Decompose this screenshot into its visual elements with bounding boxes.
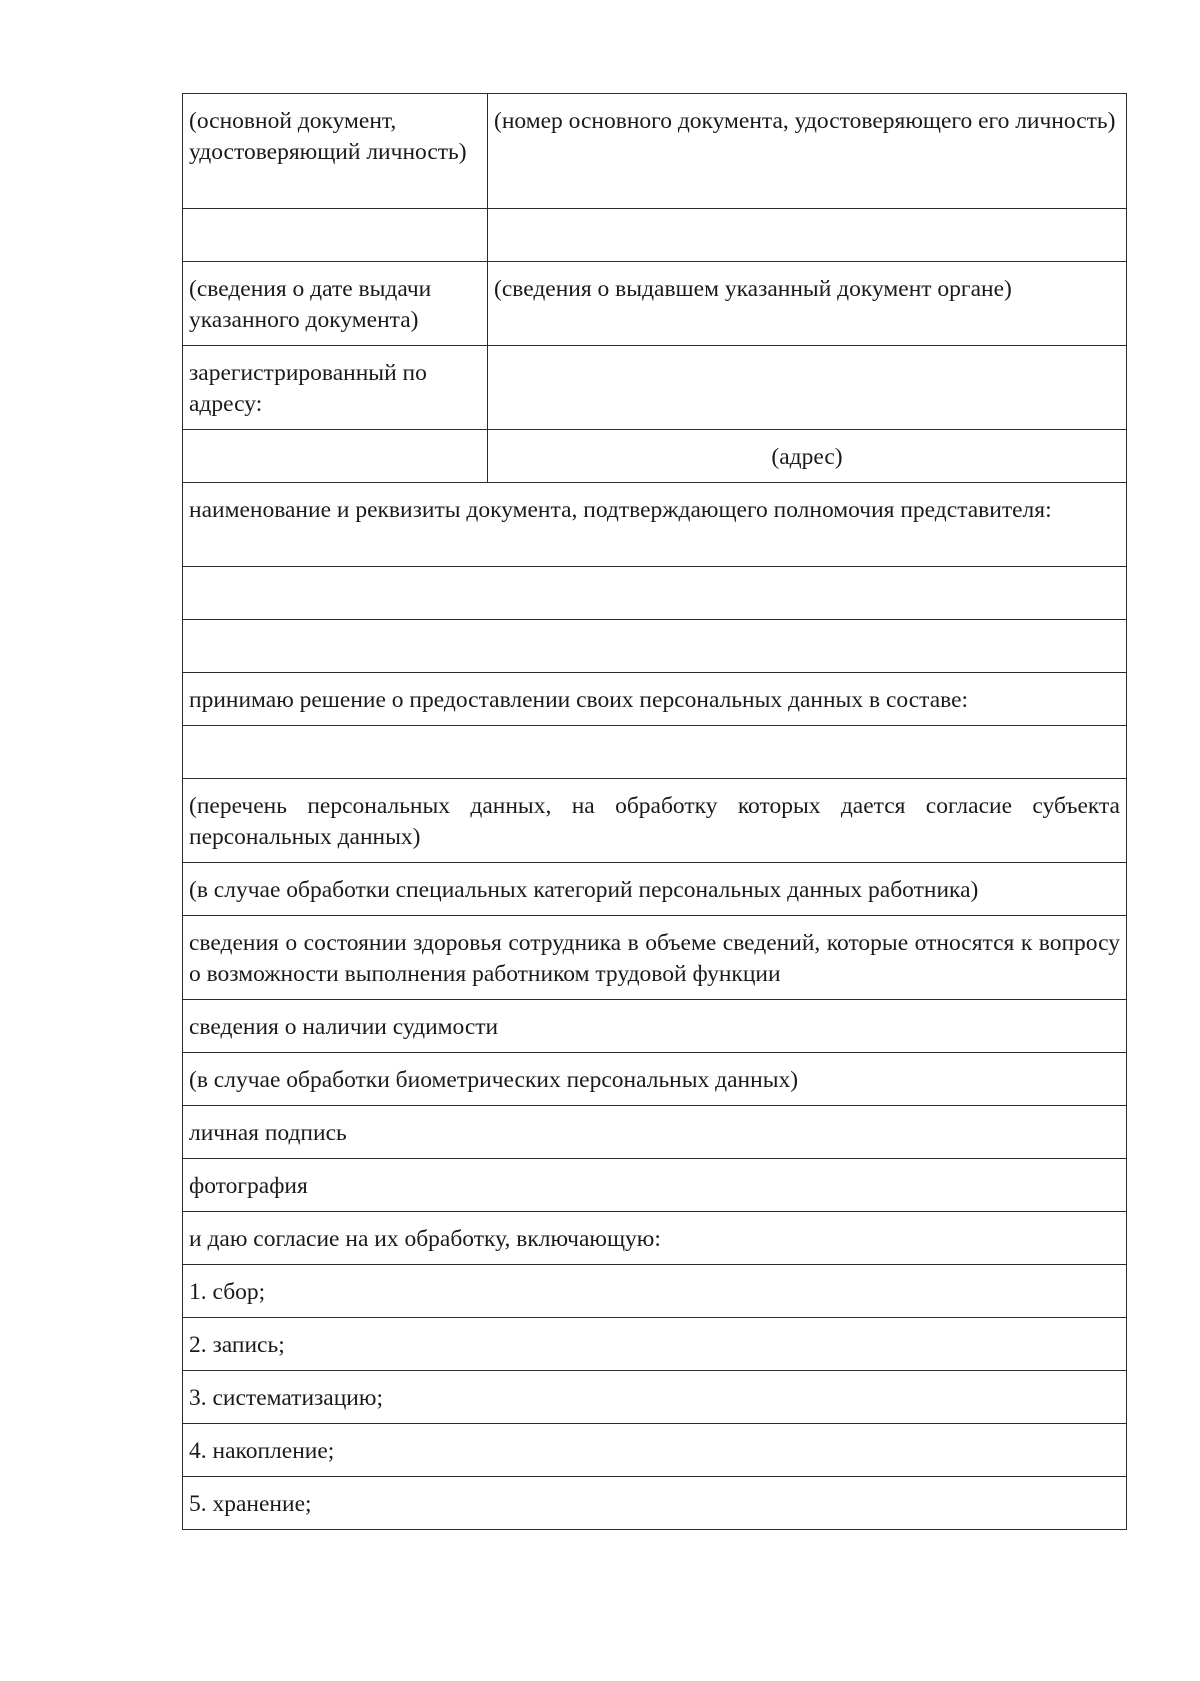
blank-cell [183, 209, 488, 262]
table-row [183, 1318, 1127, 1371]
table-row [183, 346, 1127, 430]
issue-date-cell: (сведения о дате выдачи указанного документа) [183, 262, 488, 346]
registered-address-value [488, 346, 1127, 430]
table-row [183, 567, 1127, 620]
processing-item: 4. накопление; [183, 1424, 1127, 1477]
criminal-record-item: сведения о наличии судимости [183, 1000, 1127, 1053]
table-row [183, 1212, 1127, 1265]
table-row [183, 430, 1127, 483]
table-row [183, 1053, 1127, 1106]
processing-item: 2. запись; [183, 1318, 1127, 1371]
table-row [183, 1000, 1127, 1053]
table-row [183, 1371, 1127, 1424]
processing-item: 5. хранение; [183, 1477, 1127, 1530]
table-row [183, 1424, 1127, 1477]
representative-document-label: наименование и реквизиты документа, подтверждающего полномочия представителя: [183, 483, 1127, 567]
table-row [183, 916, 1127, 1000]
decision-statement: принимаю решение о предоставлении своих персональных данных в составе: [183, 673, 1127, 726]
table-row [183, 262, 1127, 346]
table-row [183, 483, 1127, 567]
blank-cell [488, 209, 1127, 262]
table-row [183, 779, 1127, 863]
address-caption: (адрес) [488, 430, 1127, 483]
processing-item: 1. сбор; [183, 1265, 1127, 1318]
table-row [183, 1106, 1127, 1159]
table-row [183, 1159, 1127, 1212]
id-document-number-cell: (номер основного документа, удостоверяющего его личность) [488, 94, 1127, 209]
table-row [183, 863, 1127, 916]
consent-form-table [182, 93, 1127, 1530]
table-row [183, 673, 1127, 726]
blank-cell [183, 567, 1127, 620]
health-info-item: сведения о состоянии здоровья сотрудника в объеме сведений, которые относятся к вопросу о возможности выполнения работником трудовой функции [183, 916, 1127, 1000]
table-row [183, 209, 1127, 262]
processing-consent-statement: и даю согласие на их обработку, включающую: [183, 1212, 1127, 1265]
special-categories-caption: (в случае обработки специальных категорий персональных данных работника) [183, 863, 1127, 916]
blank-cell [183, 620, 1127, 673]
id-document-cell: (основной документ, удостоверяющий личность) [183, 94, 488, 209]
table-row [183, 620, 1127, 673]
table-row [183, 94, 1127, 209]
processing-item: 3. систематизацию; [183, 1371, 1127, 1424]
blank-cell [183, 430, 488, 483]
biometric-caption: (в случае обработки биометрических персональных данных) [183, 1053, 1127, 1106]
photo-item: фотография [183, 1159, 1127, 1212]
table-row [183, 1477, 1127, 1530]
personal-data-list-caption: (перечень персональных данных, на обработку которых дается согласие субъекта персональных данных) [183, 779, 1127, 863]
signature-item: личная подпись [183, 1106, 1127, 1159]
blank-cell [183, 726, 1127, 779]
registered-address-label: зарегистрированный по адресу: [183, 346, 488, 430]
table-row [183, 1265, 1127, 1318]
issuing-authority-cell: (сведения о выдавшем указанный документ органе) [488, 262, 1127, 346]
table-row [183, 726, 1127, 779]
